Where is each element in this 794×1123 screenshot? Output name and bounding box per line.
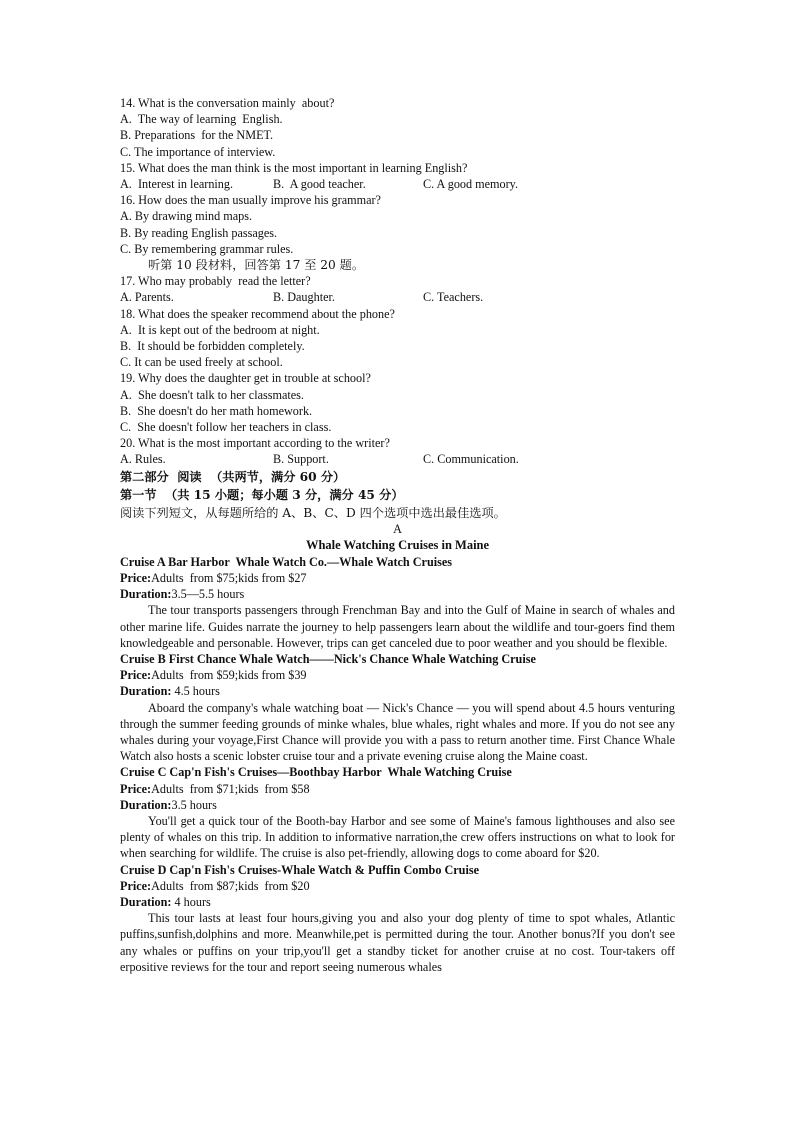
duration-label: Duration:	[120, 587, 172, 602]
reading-instructions: 阅读下列短文，从每题所给的 A、B、C、D 四个选项中选出最佳选项。	[120, 506, 506, 521]
option-14-a: A. The way of learning English.	[120, 112, 283, 127]
option-14-c: C. The importance of interview.	[120, 144, 276, 159]
passage-title: Whale Watching Cruises in Maine	[305, 538, 490, 553]
option-17-b: B. Daughter.	[273, 290, 335, 305]
cruise-a-price	[120, 570, 675, 586]
option-17-c: C. Teachers.	[423, 290, 484, 305]
cruise-d-duration	[120, 894, 675, 910]
duration-value: 3.5 hours	[171, 797, 217, 812]
cruise-a-text: The tour transports passengers through Frenchman Bay and into the Gulf of Maine in search of whales and other marine life. Guides narrate the journey to help passengers learn about the wildlife and tour-goers find them knowledgeable and personable. However, trips can get canceled due to poor weather and you should be flexible.	[120, 603, 675, 650]
section-1-heading: 第一节 （共 15 小题；每小题 3 分，满分 45 分）	[120, 487, 404, 502]
cruise-d-price	[120, 878, 675, 894]
duration-label: Duration:	[120, 684, 172, 699]
option-19-b: B. She doesn't do her math homework.	[120, 403, 313, 418]
price-label: Price:	[120, 570, 152, 585]
cruise-b-duration	[120, 683, 675, 699]
question-19: 19. Why does the daughter get in trouble at school?	[120, 371, 371, 386]
cruise-b-heading: Cruise B First Chance Whale Watch——Nick's Chance Whale Watching Cruise	[120, 651, 536, 666]
exam-page	[120, 95, 675, 975]
cruise-a-duration	[120, 586, 675, 602]
option-16-a: A. By drawing mind maps.	[120, 209, 253, 224]
section-10-instruction: 听第 10 段材料，回答第 17 至 20 题。	[148, 258, 365, 273]
option-16-b: B. By reading English passages.	[120, 225, 278, 240]
cruise-c-text: You'll get a quick tour of the Booth-bay Harbor and see some of Maine's famous lighthouses and also see plenty of whales on this trip. In addition to informative narration,the crew offers instructions on what to look for when searching for wildlife. The cruise is also pet-friendly, allowing dogs to come aboard for $20.	[120, 813, 675, 861]
cruise-a-heading: Cruise A Bar Harbor Whale Watch Co.—Whale Watch Cruises	[120, 554, 453, 569]
option-20-c: C. Communication.	[423, 452, 519, 467]
options-17	[120, 289, 675, 305]
question-16: 16. How does the man usually improve his grammar?	[120, 193, 381, 208]
duration-label: Duration:	[120, 797, 172, 812]
part-2-heading: 第二部分 阅读 （共两节，满分 60 分）	[120, 469, 346, 484]
option-19-c: C. She doesn't follow her teachers in class.	[120, 420, 332, 435]
option-18-a: A. It is kept out of the bedroom at night.	[120, 322, 320, 337]
price-value: Adults from $87;kids from $20	[151, 878, 310, 893]
duration-label: Duration:	[120, 894, 172, 909]
question-20: 20. What is the most important according to the writer?	[120, 436, 390, 451]
cruise-d-text: This tour lasts at least four hours,giving you and also your dog plenty of time to spot whales, Atlantic puffins,sunfish,dolphins and more. Meanwhile,pet is permitted during the tour. Another bonus?If you don't see any whales or puffins on your trip,you'll get a standby ticket for another cruise at no cost. Tour-takers off erpositive reviews for the tour and report seeing numerous whales	[120, 911, 675, 974]
price-value: Adults from $59;kids from $39	[151, 668, 307, 683]
question-18: 18. What does the speaker recommend about the phone?	[120, 306, 395, 321]
question-14: 14. What is the conversation mainly about?	[120, 96, 335, 110]
cruise-b-price	[120, 667, 675, 683]
price-label: Price:	[120, 668, 152, 683]
option-18-b: B. It should be forbidden completely.	[120, 339, 305, 354]
options-15	[120, 176, 675, 192]
price-value: Adults from $71;kids from $58	[151, 781, 310, 796]
question-17: 17. Who may probably read the letter?	[120, 274, 311, 289]
question-15: 15. What does the man think is the most important in learning English?	[120, 160, 468, 175]
option-20-b: B. Support.	[273, 452, 329, 467]
cruise-c-heading: Cruise C Cap'n Fish's Cruises—Boothbay Harbor Whale Watching Cruise	[120, 765, 512, 780]
price-label: Price:	[120, 878, 152, 893]
price-label: Price:	[120, 781, 152, 796]
cruise-c-duration	[120, 797, 675, 813]
option-17-a: A. Parents.	[120, 290, 174, 305]
cruise-d-heading: Cruise D Cap'n Fish's Cruises-Whale Watch & Puffin Combo Cruise	[120, 862, 479, 877]
option-18-c: C. It can be used freely at school.	[120, 355, 283, 370]
option-19-a: A. She doesn't talk to her classmates.	[120, 387, 304, 402]
option-14-b: B. Preparations for the NMET.	[120, 128, 274, 143]
duration-value: 4.5 hours	[171, 684, 220, 699]
option-15-a: A. Interest in learning.	[120, 177, 234, 192]
option-20-a: A. Rules.	[120, 452, 166, 467]
cruise-c-price	[120, 781, 675, 797]
duration-value: 3.5—5.5 hours	[171, 587, 245, 602]
option-15-b: B. A good teacher.	[273, 177, 366, 192]
option-16-c: C. By remembering grammar rules.	[120, 241, 294, 256]
price-value: Adults from $75;kids from $27	[151, 570, 307, 585]
options-20	[120, 451, 675, 467]
option-15-c: C. A good memory.	[423, 177, 519, 192]
duration-value: 4 hours	[171, 894, 211, 909]
cruise-b-text: Aboard the company's whale watching boat — Nick's Chance — you will spend about 4.5 hours venturing through the summer feeding grounds of minke whales, blue whales, right whales and more. If you do not see any whales during your voyage,First Chance will provide you with a pass to return another time. First Chance Whale Watch also hosts a scenic lobster cruise tour and a private evening cruise along the Maine coast.	[120, 700, 675, 764]
passage-letter: A	[393, 522, 402, 537]
